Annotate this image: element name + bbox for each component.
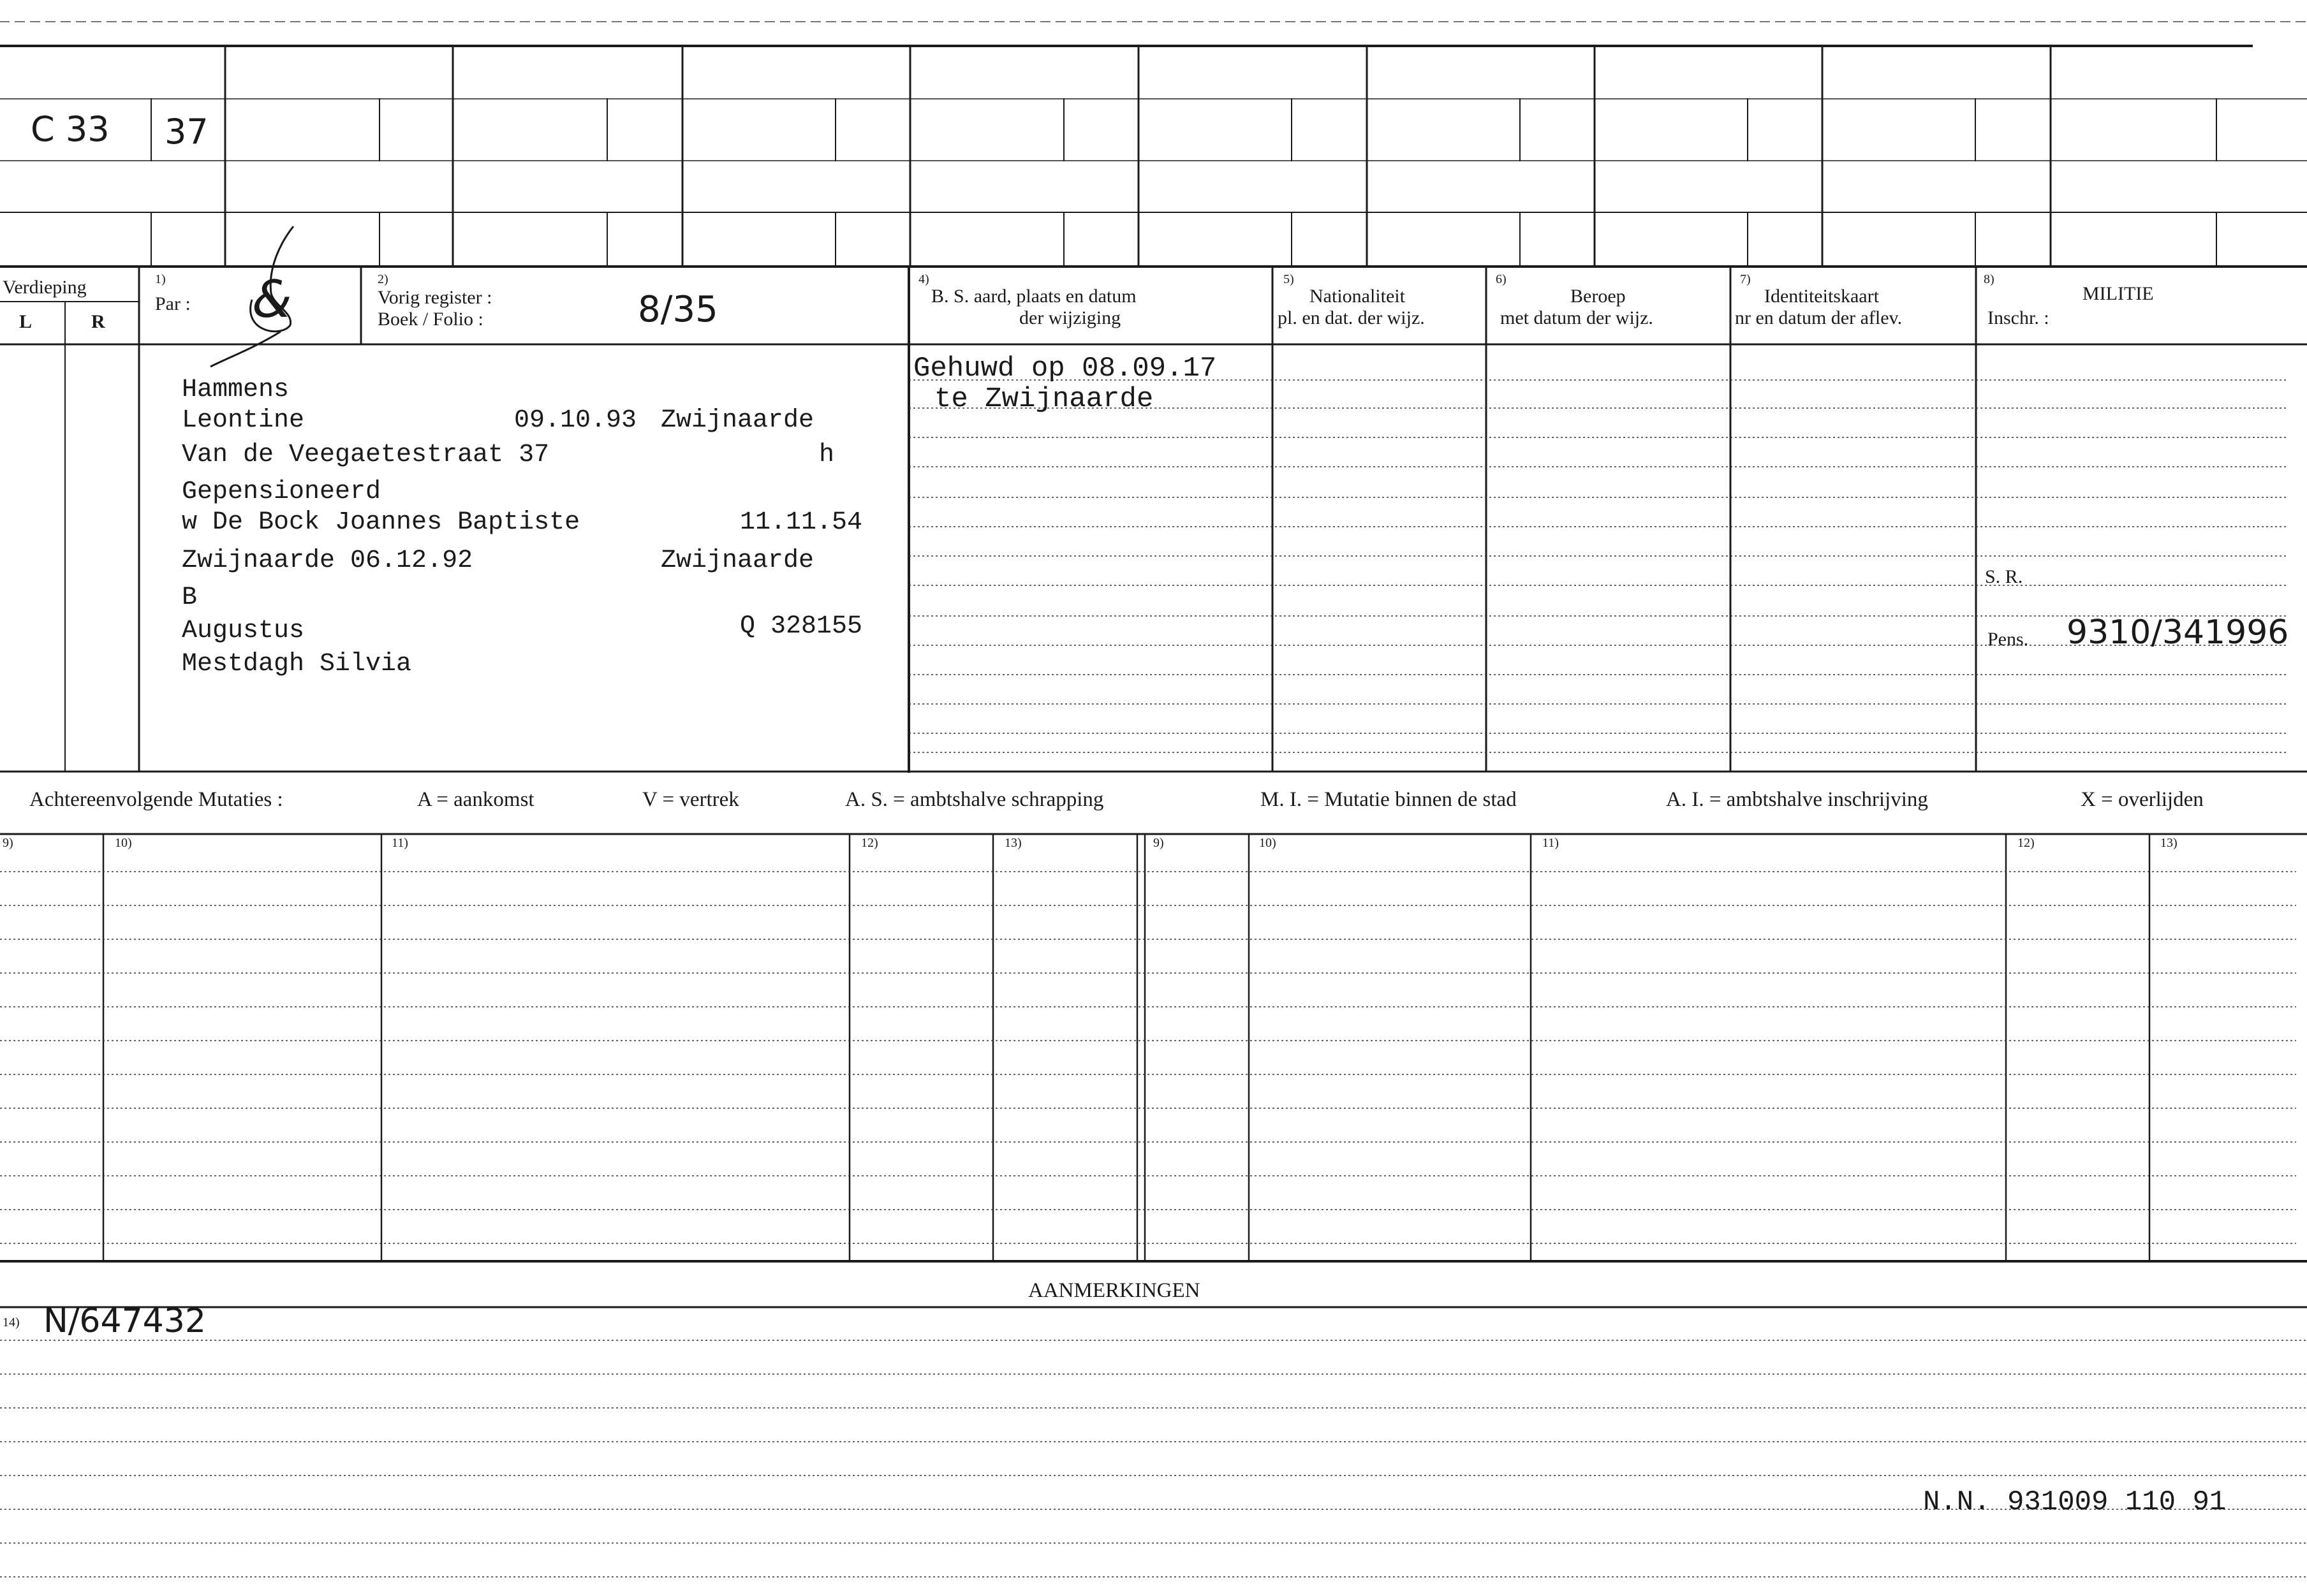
birth-place: Zwijnaarde [661,406,814,435]
mestdagh: Mestdagh Silvia [182,650,412,678]
l-label: L [19,311,33,332]
boek-label: Boek / Folio : [378,309,483,330]
number-value: 37 [165,112,209,152]
remarks-number: 14) [3,1315,20,1329]
nn-number: N.N. 931009 110 91 [1923,1486,2227,1518]
birth-date: 09.10.93 [514,406,637,435]
col1-number: 1) [155,272,166,286]
mut-col9-right: 9) [1153,836,1164,850]
bs-label-1: B. S. aard, plaats en datum [931,286,1137,307]
mut-col10-left: 10) [115,836,132,850]
col6-number: 6) [1496,272,1507,286]
bs-label-2: der wijziging [1019,307,1121,328]
beroep-label-1: Beroep [1570,286,1626,307]
col8-number: 8) [1984,272,1994,286]
nat-label-2: pl. en dat. der wijz. [1278,307,1425,328]
augustus: Augustus [182,617,305,645]
pens-value: 9310/341996 [2067,613,2289,652]
nat-label-1: Nationaliteit [1309,286,1405,307]
r-label: R [91,311,105,332]
mut-col13-left: 13) [1005,836,1022,850]
mut-col12-right: 12) [2017,836,2035,850]
legend-a: A = aankomst [417,788,534,811]
marriage-place: Zwijnaarde [661,546,814,575]
mut-col11-right: 11) [1542,836,1559,850]
legend-v: V = vertrek [642,788,739,811]
legend-mi: M. I. = Mutatie binnen de stad [1260,788,1517,811]
mut-col13-right: 13) [2160,836,2178,850]
h-mark: h [819,441,835,469]
firstname: Leontine [182,406,305,435]
inschr-label: Inschr. : [1987,307,2049,328]
legend-x: X = overlijden [2081,788,2204,811]
spouse: w De Bock Joannes Baptiste [182,508,580,537]
id-label-1: Identiteitskaart [1764,286,1879,307]
boek-value: 8/35 [638,289,718,330]
spouse-date: 11.11.54 [740,508,863,537]
id-label-2: nr en datum der aflev. [1735,307,1903,328]
sr-label: S. R. [1985,566,2023,587]
legend-as: A. S. = ambtshalve schrapping [845,788,1104,811]
col5-number: 5) [1283,272,1294,286]
q-number: Q 328155 [740,612,863,641]
par-label: Par : [155,293,191,314]
pens-label: Pens. [1987,629,2029,650]
mut-col11-left: 11) [392,836,408,850]
militie-label: MILITIE [2082,283,2154,304]
col2-number: 2) [378,272,388,286]
verdieping-label: Verdieping [3,277,87,298]
vorig-label: Vorig register : [378,287,492,308]
b-mark: B [182,583,198,612]
remarks-title: AANMERKINGEN [1028,1279,1200,1302]
beroep-label-2: met datum der wijz. [1500,307,1653,328]
remarks-value: N/647432 [43,1302,206,1340]
mut-col12-left: 12) [861,836,878,850]
code-value: C 33 [31,109,110,149]
bs-change-line2: te Zwijnaarde [934,383,1154,415]
col7-number: 7) [1740,272,1751,286]
surname: Hammens [182,376,290,404]
occupation: Gepensioneerd [182,478,381,506]
marriage: Zwijnaarde 06.12.92 [182,546,473,575]
col4-number: 4) [918,272,929,286]
mutations-title: Achtereenvolgende Mutaties : [29,788,283,811]
legend-ai: A. I. = ambtshalve inschrijving [1666,788,1928,811]
bs-change-line1: Gehuwd op 08.09.17 [913,353,1217,384]
mut-col9-left: 9) [3,836,13,850]
par-mark: & [252,270,292,329]
mut-col10-right: 10) [1259,836,1276,850]
street: Van de Veegaetestraat 37 [182,441,550,469]
